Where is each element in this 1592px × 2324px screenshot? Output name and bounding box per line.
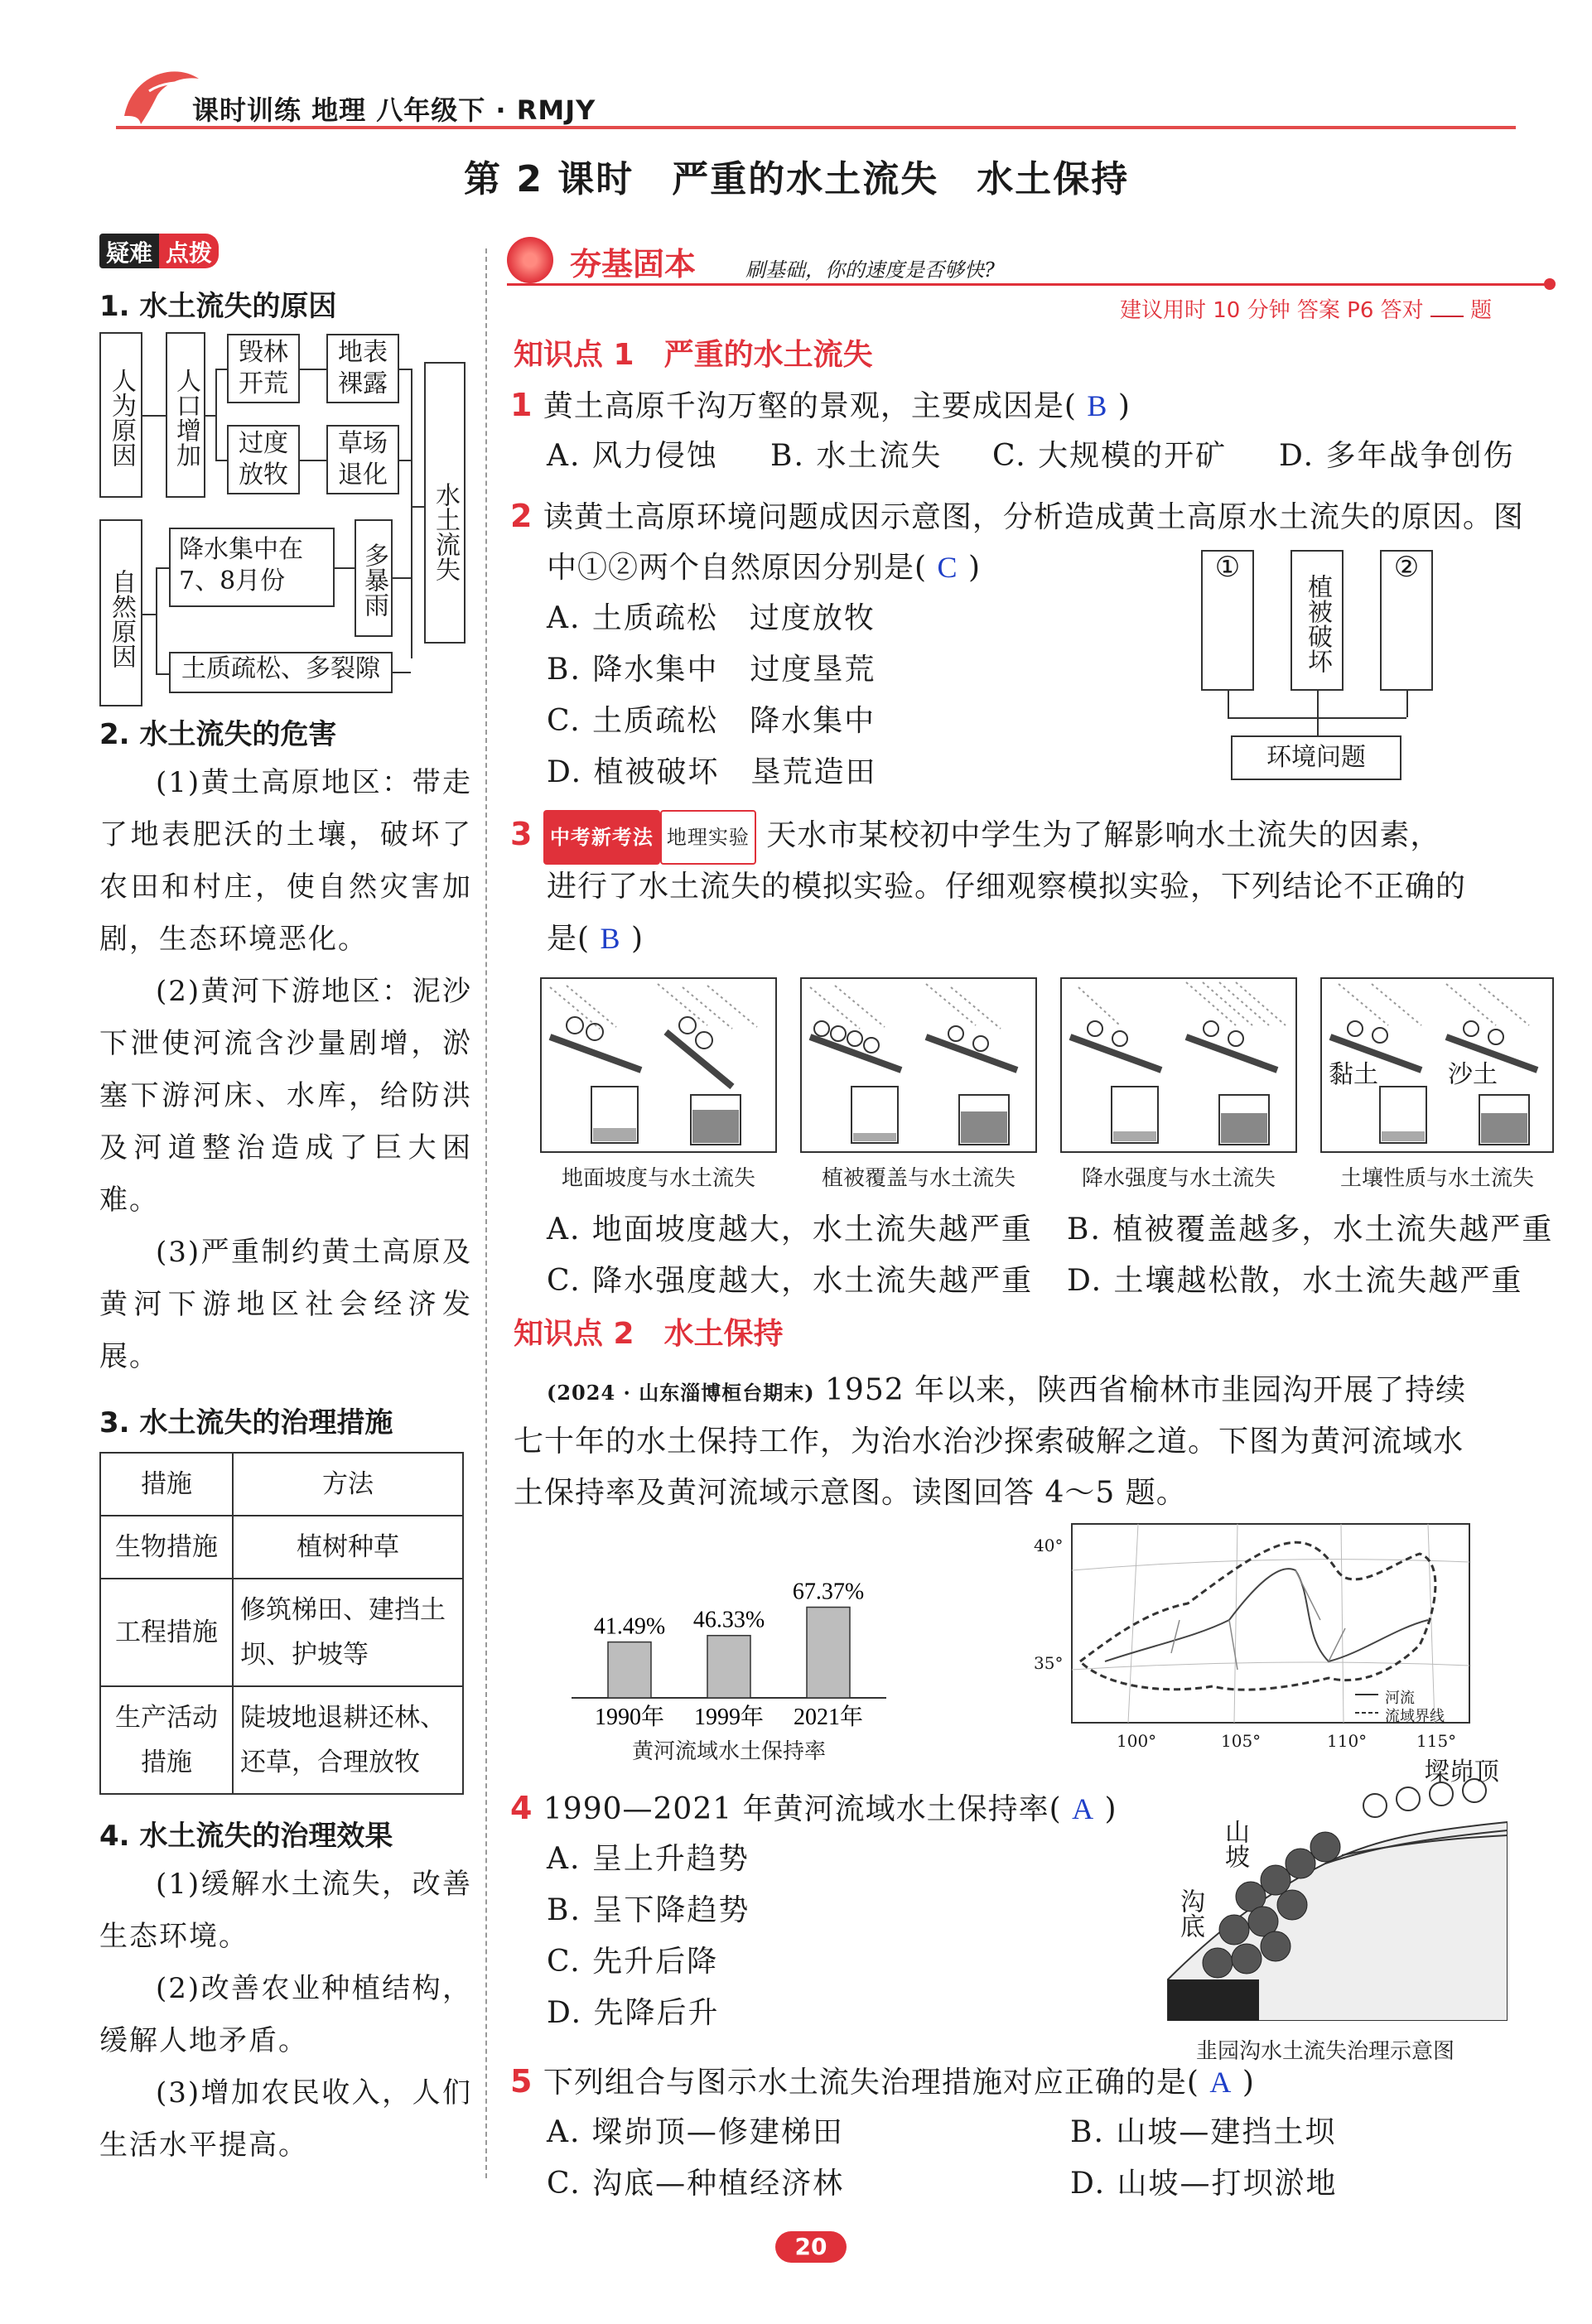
intro-text-2: 七十年的水土保持工作，为治水治沙探索破解之道。下图为黄河流域水 [514,1425,1464,1459]
timing-unit: 题 [1470,298,1493,323]
human-causes-box: 人为原因 [99,332,142,498]
q1-option-a: A. 风力侵蚀 [547,439,718,473]
q5-option-b: B. 山坡—建挡土坝 [1070,2115,1337,2149]
effect-2: (2)改善农业种植结构，缓解人地矛盾。 [99,1972,472,2057]
map-lon-110: 110° [1327,1731,1368,1751]
harm-yellow-river: (2)黄河下游地区：泥沙下泄使河流含沙量剧增，淤塞下游河床、水库，给防洪及河道整治造成了巨大困难。 [99,975,472,1217]
q2-option-d: D. 植被破坏 垦荒造田 [547,755,877,789]
q2-answer: C [937,551,958,584]
exposed-box: 地表裸露 [326,334,399,403]
q4-option-a: A. 呈上升趋势 [547,1842,750,1876]
q2-stem-line-2 [547,542,981,594]
q4-stem: 1990—2021 年黄河流域水土保持率( [543,1792,1062,1826]
table-row [100,1579,463,1686]
q3-stem-3: 是( [547,922,591,956]
chart-category-label: 2021年 [793,1704,864,1730]
section-2-title: 2. 水土流失的危害 [99,718,337,751]
q3-option-d: D. 土壤越松散，水土流失越严重 [1067,1264,1523,1298]
q3-tag-new: 中考新考法 [543,810,660,865]
q5-option-a: A. 墚峁顶—修建梯田 [547,2115,844,2149]
table-cell-method: 修筑梯田、建挡土坝、护坡等 [233,1579,463,1686]
experiment-rainfall [1060,977,1297,1153]
table-cell-method: 植树种草 [233,1516,463,1579]
q2-option-b: B. 降水集中 过度垦荒 [547,653,876,687]
caption-vegetation: 植被覆盖与水土流失 [821,1166,1016,1191]
q4-answer: A [1072,1792,1095,1825]
q3-option-a: A. 地面坡度越大，水土流失越严重 [547,1213,1033,1246]
q5-answer: A [1209,2066,1233,2099]
q5-stem: 下列组合与图示水土流失治理措施对应正确的是( [543,2066,1199,2100]
bar-chart-svg [563,1574,895,1739]
table-header-row [100,1453,463,1516]
banner-target-icon [507,237,553,283]
q2-stem-2: 中①②两个自然原因分别是( [547,551,928,585]
q1-stem: 黄土高原千沟万壑的景观，主要成因是( [543,389,1077,423]
fig-label-top: 墚峁顶 [1425,1757,1499,1786]
table-cell-measure: 工程措施 [100,1579,233,1686]
q3-stem-line-3 [547,913,644,965]
question-3 [510,808,1440,865]
table-header-method: 方法 [233,1453,463,1516]
fig-label-slope: 山坡 [1220,1819,1249,1868]
section-4-title: 4. 水土流失的治理效果 [99,1820,393,1853]
q1-option-b: B. 水土流失 [770,439,943,473]
score-blank [1430,316,1464,317]
chart-category-label: 1990年 [594,1704,665,1730]
q3-stem-2: 进行了水土流失的模拟实验。仔细观察模拟实验，下列结论不正确的 [547,870,1467,904]
table-row [100,1516,463,1579]
q5-close: ) [1242,2066,1255,2100]
q4-option-d: D. 先降后升 [547,1996,720,2030]
question-2 [510,490,1524,543]
harm-economy: (3)严重制约黄土高原及黄河下游地区社会经济发展。 [99,1236,472,1373]
intro-text-3: 土保持率及黄河流域示意图。读图回答 4～5 题。 [514,1476,1187,1510]
question-1 [510,379,1131,432]
series-title: 课时训练 地理 八年级下 · RMJY [192,94,596,126]
experiment-slope [540,977,777,1153]
q3-close: ) [630,922,644,956]
q2-stem-1: 读黄土高原环境问题成因示意图，分析造成黄土高原水土流失的原因。图 [543,500,1524,534]
jiuyuangou-figure [1160,1757,1508,2037]
badge-part1: 疑难 [99,234,159,268]
q2-option-a: A. 土质疏松 过度放牧 [547,601,876,635]
q3-tag-experiment: 地理实验 [660,810,756,865]
legend-boundary: 流域界线 [1385,1708,1445,1725]
experiment-soil [1320,977,1554,1153]
natural-causes-box: 自然原因 [99,519,142,706]
caption-soil: 土壤性质与水土流失 [1339,1166,1534,1191]
knowledge-point-1-title: 知识点 1 严重的水土流失 [514,338,873,372]
q3-option-c: C. 降水强度越大，水土流失越严重 [547,1264,1034,1298]
table-cell-measure: 生物措施 [100,1516,233,1579]
question-5 [510,2056,1255,2109]
map-lat-35: 35° [1034,1653,1064,1673]
fig-cause-1: ① [1201,550,1254,691]
q1-option-d: D. 多年战争创伤 [1279,439,1515,473]
chart-category-label: 1999年 [693,1704,765,1730]
cause-diagram [99,332,472,697]
q4-number: 4 [510,1790,533,1826]
map-lon-105: 105° [1221,1731,1262,1751]
badge-part2: 点拨 [159,234,219,268]
overgraze-box: 过度放牧 [227,425,300,494]
chart-bar [707,1636,750,1698]
q1-option-c: C. 大规模的开矿 [992,439,1228,473]
fig-cause-2: ② [1380,550,1433,691]
section-3-title: 3. 水土流失的治理措施 [99,1406,393,1439]
q5-option-c: C. 沟底—种植经济林 [547,2167,845,2201]
rain-concentration-box: 降水集中在7、8月份 [169,528,335,607]
q1-answer: B [1087,389,1108,422]
deforest-box: 毁林开荒 [227,334,300,403]
q3-option-b: B. 植被覆盖越多，水土流失越严重 [1067,1213,1554,1246]
map-lon-100: 100° [1117,1731,1157,1751]
q2-option-c: C. 土质疏松 降水集中 [547,704,876,738]
map-lon-115: 115° [1416,1731,1457,1751]
timing-text: 建议用时 10 分钟 答案 P6 答对 [1120,298,1424,323]
jiuyuangou-caption: 韭园沟水土流失治理示意图 [1195,2039,1455,2064]
label-clay: 黏土 [1329,1060,1378,1089]
q4-option-c: C. 先升后降 [547,1945,719,1979]
chart-value-label: 67.37% [792,1579,865,1605]
rainstorm-box: 多暴雨 [355,519,393,637]
chart-bar [807,1608,850,1698]
jiuyuangou-drawing [1160,1772,1508,2021]
legend-river: 河流 [1385,1690,1415,1707]
experiment-vegetation [800,977,1037,1153]
key-points-badge [99,234,219,268]
intro-text-1: 1952 年以来，陕西省榆林市韭园沟开展了持续 [825,1373,1467,1407]
q2-close: ) [967,551,982,585]
grassland-box: 草场退化 [326,425,399,494]
table-header-measure: 措施 [100,1453,233,1516]
question-4 [510,1782,1117,1835]
caption-slope: 地面坡度与水土流失 [561,1166,755,1191]
lesson-title: 第 2 课时 严重的水土流失 水土保持 [464,158,1130,200]
conservation-rate-chart [563,1574,895,1764]
banner-rule [507,283,1552,286]
fig-env-problem-box: 环境问题 [1231,735,1401,780]
map-lat-40: 40° [1034,1536,1064,1555]
section-1-title: 1. 水土流失的原因 [99,290,337,323]
measures-table [99,1452,464,1795]
chart-value-label: 46.33% [692,1607,765,1633]
chart-bar [608,1642,651,1698]
q4-option-b: B. 呈下降趋势 [547,1893,750,1927]
banner-dot [1544,278,1556,290]
q4-close: ) [1104,1792,1117,1826]
intro-source: (2024 · 山东淄博桓台期末) [547,1381,815,1405]
timing-info [1120,293,1492,324]
q5-number: 5 [510,2063,533,2100]
column-divider [485,248,487,2178]
caption-rainfall: 降水强度与水土流失 [1081,1166,1276,1191]
q2-cause-figure [1201,550,1450,798]
q1-close: ) [1117,389,1131,423]
chart-title: 黄河流域水土保持率 [631,1739,826,1764]
population-box: 人口增加 [166,332,205,498]
soil-box: 土质疏松、多裂隙 [169,652,393,693]
intro-line-1 [547,1365,1466,1419]
page-number: 20 [775,2231,847,2263]
table-cell-measure: 生产活动措施 [100,1686,233,1794]
q3-stem-1: 天水市某校初中学生为了解影响水土流失的因素， [766,818,1441,852]
harm-loess: (1)黄土高原地区：带走了地表肥沃的土壤，破坏了农田和村庄，使自然灾害加剧，生态环境恶化。 [99,766,472,956]
knowledge-point-2-title: 知识点 2 水土保持 [514,1317,784,1351]
q3-number: 3 [510,816,533,852]
effect-3: (3)增加农民收入，人们生活水平提高。 [99,2076,472,2162]
soil-erosion-result-box: 水土流失 [424,362,466,644]
banner-title: 夯基固本 [570,246,697,282]
q1-number: 1 [510,387,533,423]
q5-option-d: D. 山坡—打坝淤地 [1070,2167,1338,2201]
header-rule [116,126,1516,129]
yellow-river-basin-map [1030,1521,1473,1753]
q2-number: 2 [510,498,533,534]
label-sand: 沙土 [1448,1060,1498,1089]
table-cell-method: 陡坡地退耕还林、还草，合理放牧 [233,1686,463,1794]
banner-slogan: 刷基础，你的速度是否够快? [745,258,995,282]
q3-answer: B [600,922,621,955]
fig-label-valley: 沟底 [1175,1888,1204,1938]
table-row [100,1686,463,1794]
chart-value-label: 41.49% [593,1613,666,1640]
effect-1: (1)缓解水土流失，改善生态环境。 [99,1868,472,1953]
key-points-column [99,234,472,2172]
fig-vegetation-box: 植被破坏 [1290,550,1344,691]
